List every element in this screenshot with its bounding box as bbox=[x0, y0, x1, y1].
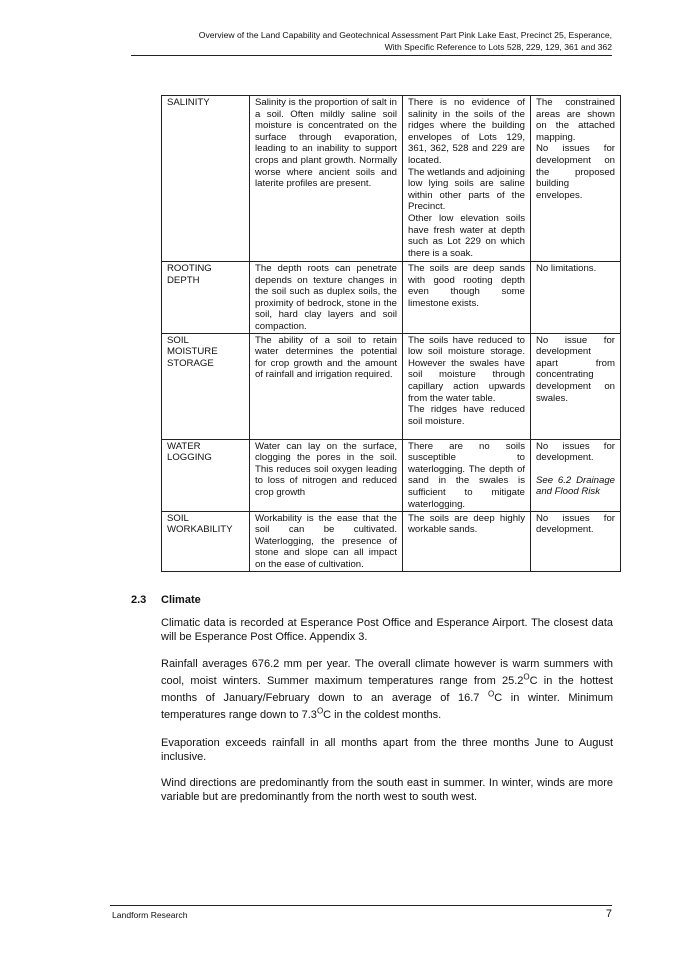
definition-cell: Workability is the ease that the soil can be cultivated. Waterlogging, the presence of stone and slope can all impact on the ease of cultivation. bbox=[250, 511, 403, 571]
paragraph: Wind directions are predominantly from the south east in summer. In winter, winds are more variable but are predominantly from the north west to south west. bbox=[161, 777, 613, 803]
factor-label: STORAGE bbox=[167, 357, 214, 369]
comment-cell bbox=[531, 333, 621, 439]
factor-cell bbox=[162, 333, 250, 439]
comment-text: The constrained areas are shown on the attached mapping. bbox=[536, 97, 615, 143]
factor-cell bbox=[162, 262, 250, 334]
paragraph: Climatic data is recorded at Esperance Post Office and Esperance Airport. The closest data will be Esperance Post Office. Appendix 3. bbox=[161, 617, 613, 643]
table-row bbox=[162, 96, 621, 262]
definition-cell: The ability of a soil to retain water determines the potential for crop growth and the amount of rainfall and irrigation required. bbox=[250, 333, 403, 439]
definition-cell: Salinity is the proportion of salt in a soil. Often mildly saline soil moisture is concentrated on the surface through evaporation, leading to an inability to support crops and plant growth. Normally worse where ancient soils and laterite profiles are present. bbox=[250, 96, 403, 262]
assessment-text: The soils are deep highly workable sands. bbox=[408, 512, 525, 536]
comment-reference: See 6.2 Drainage and Flood Risk bbox=[536, 474, 615, 498]
definition-cell: Water can lay on the surface, clogging the pores in the soil. This reduces soil oxygen leading to loss of nitrogen and reduced crop growth bbox=[250, 439, 403, 511]
assessment-text: The soils have reduced to low soil moisture storage. However the swales have soil moisture through capillary action upwards from the water table. bbox=[408, 334, 525, 404]
footer-author: Landform Research bbox=[112, 910, 188, 920]
comment-cell bbox=[531, 262, 621, 334]
paragraph-text: Rainfall averages 676.2 mm per year. The overall climate however is warm summers with cool, moist winters. Summer maximum temperatures range from 25.2 bbox=[161, 658, 613, 687]
header-line-1: Overview of the Land Capability and Geotechnical Assessment Part Pink Lake East, Precinct 25, Esperance, bbox=[198, 30, 612, 40]
factor-cell bbox=[162, 511, 250, 571]
factor-label: SOIL bbox=[167, 512, 189, 524]
assessment-text: The soils are deep sands with good rooting depth even though some limestone exists. bbox=[408, 263, 525, 309]
factor-label: WORKABILITY bbox=[167, 524, 233, 536]
factor-cell bbox=[162, 439, 250, 511]
table-row bbox=[162, 262, 621, 334]
comment-text: No issues for development on the proposed building envelopes. bbox=[536, 143, 615, 201]
header-line-2: With Specific Reference to Lots 528, 229, 129, 361 and 362 bbox=[384, 41, 612, 52]
assessment-text: There are no soils susceptible to waterlogging. The depth of sand in the swales is sufficient to mitigate waterlogging. bbox=[408, 440, 525, 510]
assessment-text: The ridges have reduced soil moisture. bbox=[408, 404, 525, 427]
comment-cell bbox=[531, 511, 621, 571]
footer-rule bbox=[110, 905, 612, 906]
assessment-cell bbox=[403, 96, 531, 262]
degree-symbol: O bbox=[488, 689, 495, 699]
section-body bbox=[161, 616, 613, 804]
assessment-cell bbox=[403, 333, 531, 439]
assessment-text: The wetlands and adjoining low lying soils are saline within other parts of the Precinct. bbox=[408, 166, 525, 213]
climate-section bbox=[131, 594, 613, 816]
comment-text: No issues for development. bbox=[536, 440, 615, 464]
factor-label: MOISTURE bbox=[167, 346, 218, 358]
factor-label: SALINITY bbox=[167, 97, 210, 108]
table-row bbox=[162, 439, 621, 511]
comment-cell bbox=[531, 439, 621, 511]
paragraph-text: C in winter. Minimum temperatures range down to 7.3 bbox=[161, 692, 613, 721]
header-rule bbox=[131, 55, 612, 56]
factor-label: WATER bbox=[167, 440, 201, 452]
factor-cell bbox=[162, 96, 250, 262]
paragraph bbox=[161, 656, 613, 724]
paragraph-text: C in the hottest months of January/February down to an average of 16.7 bbox=[161, 675, 613, 704]
comment-text: No issues for development. bbox=[536, 512, 615, 536]
table-row bbox=[162, 511, 621, 571]
comment-cell bbox=[531, 96, 621, 262]
assessment-cell bbox=[403, 262, 531, 334]
factor-label: LOGGING bbox=[167, 452, 212, 464]
degree-symbol: O bbox=[316, 706, 324, 716]
page-number: 7 bbox=[605, 908, 612, 920]
assessment-text: Other low elevation soils have fresh water at depth such as Lot 229 on which there is a soak. bbox=[408, 212, 525, 259]
section-number: 2.3 bbox=[131, 594, 147, 606]
definition-cell: The depth roots can penetrate depends on texture changes in the soil such as duplex soils, the proximity of bedrock, stone in the soil, hard clay layers and soil compaction. bbox=[250, 262, 403, 334]
section-title: Climate bbox=[161, 594, 201, 606]
assessment-text: There is no evidence of salinity in the soils of the ridges where the building envelopes of Lots 129, 361, 362, 528 and 229 are located. bbox=[408, 97, 525, 166]
page-header bbox=[92, 30, 612, 53]
factor-label: SOIL bbox=[167, 334, 189, 346]
section-heading bbox=[131, 594, 613, 616]
soil-assessment-table bbox=[161, 95, 621, 572]
assessment-cell bbox=[403, 439, 531, 511]
degree-symbol: O bbox=[523, 672, 530, 682]
assessment-cell bbox=[403, 511, 531, 571]
comment-text: No issue for development apart from concentrating development on swales. bbox=[536, 334, 615, 404]
comment-text: No limitations. bbox=[536, 263, 597, 274]
factor-label: ROOTING bbox=[167, 263, 212, 274]
paragraph-text: C in the coldest months. bbox=[323, 709, 442, 721]
factor-label: DEPTH bbox=[167, 274, 200, 286]
table-row bbox=[162, 333, 621, 439]
paragraph: Evaporation exceeds rainfall in all months apart from the three months June to August inclusive. bbox=[161, 737, 613, 763]
